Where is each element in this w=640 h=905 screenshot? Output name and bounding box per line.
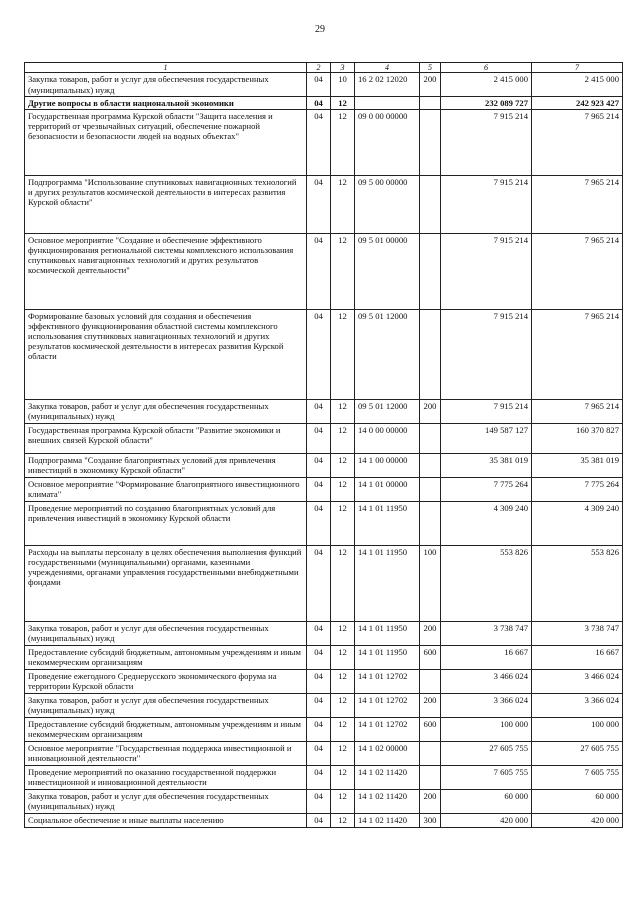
section-code-cell: 04 xyxy=(307,233,331,309)
amount-col6-cell: 27 605 755 xyxy=(441,741,532,765)
section-code-cell: 04 xyxy=(307,453,331,477)
amount-col6-cell: 149 587 127 xyxy=(441,423,532,453)
target-article-cell: 09 5 01 12000 xyxy=(355,309,420,399)
header-cell: 3 xyxy=(331,63,355,73)
amount-col7-cell: 420 000 xyxy=(532,813,623,827)
subsection-code-cell: 12 xyxy=(331,175,355,233)
subsection-code-cell: 12 xyxy=(331,109,355,175)
table-row xyxy=(25,693,623,717)
table-row xyxy=(25,453,623,477)
amount-col7-cell: 7 965 214 xyxy=(532,175,623,233)
subsection-code-cell: 12 xyxy=(331,621,355,645)
expense-type-cell xyxy=(420,233,441,309)
amount-col6-cell: 7 915 214 xyxy=(441,233,532,309)
amount-col6-cell: 3 466 024 xyxy=(441,669,532,693)
section-code-cell: 04 xyxy=(307,545,331,621)
subsection-code-cell: 12 xyxy=(331,741,355,765)
row-name-cell: Основное мероприятие "Создание и обеспечение эффективного функционирования региональной системы комплексного использования спутниковых навигационных технологий и других результатов космической деятельности" xyxy=(25,233,307,309)
amount-col7-cell: 4 309 240 xyxy=(532,501,623,545)
amount-col6-cell: 2 415 000 xyxy=(441,73,532,96)
table-row xyxy=(25,813,623,827)
row-name-cell: Государственная программа Курской области "Развитие экономики и внешних связей Курской области" xyxy=(25,423,307,453)
amount-col7-cell: 35 381 019 xyxy=(532,453,623,477)
subsection-code-cell: 12 xyxy=(331,813,355,827)
row-name-cell: Другие вопросы в области национальной экономики xyxy=(25,96,307,109)
target-article-cell: 09 5 01 12000 xyxy=(355,399,420,423)
target-article-cell: 14 1 01 12702 xyxy=(355,717,420,741)
row-name-cell: Закупка товаров, работ и услуг для обеспечения государственных (муниципальных) нужд xyxy=(25,73,307,96)
page-number: 29 xyxy=(315,24,325,35)
subsection-code-cell: 12 xyxy=(331,233,355,309)
table-row xyxy=(25,477,623,501)
row-name-cell: Проведение мероприятий по оказанию государственной поддержки инвестиционной и инновационной деятельности xyxy=(25,765,307,789)
amount-col6-cell: 232 089 727 xyxy=(441,96,532,109)
row-name-cell: Закупка товаров, работ и услуг для обеспечения государственных (муниципальных) нужд xyxy=(25,693,307,717)
subsection-code-cell: 12 xyxy=(331,453,355,477)
amount-col6-cell: 35 381 019 xyxy=(441,453,532,477)
section-code-cell: 04 xyxy=(307,813,331,827)
target-article-cell: 09 5 00 00000 xyxy=(355,175,420,233)
amount-col6-cell: 7 915 214 xyxy=(441,109,532,175)
subsection-code-cell: 12 xyxy=(331,693,355,717)
expense-type-cell xyxy=(420,477,441,501)
target-article-cell xyxy=(355,96,420,109)
amount-col6-cell: 7 915 214 xyxy=(441,309,532,399)
amount-col6-cell: 100 000 xyxy=(441,717,532,741)
amount-col6-cell: 60 000 xyxy=(441,789,532,813)
amount-col6-cell: 7 775 264 xyxy=(441,477,532,501)
budget-table xyxy=(24,62,623,828)
amount-col7-cell: 16 667 xyxy=(532,645,623,669)
target-article-cell: 14 0 00 00000 xyxy=(355,423,420,453)
expense-type-cell: 300 xyxy=(420,813,441,827)
expense-type-cell: 200 xyxy=(420,693,441,717)
target-article-cell: 09 0 00 00000 xyxy=(355,109,420,175)
amount-col6-cell: 553 826 xyxy=(441,545,532,621)
target-article-cell: 14 1 01 11950 xyxy=(355,645,420,669)
table-row xyxy=(25,96,623,109)
target-article-cell: 14 1 02 11420 xyxy=(355,765,420,789)
row-name-cell: Проведение ежегодного Среднерусского экономического форума на территории Курской области xyxy=(25,669,307,693)
expense-type-cell xyxy=(420,423,441,453)
subsection-code-cell: 12 xyxy=(331,477,355,501)
target-article-cell: 14 1 01 11950 xyxy=(355,545,420,621)
expense-type-cell xyxy=(420,669,441,693)
target-article-cell: 14 1 00 00000 xyxy=(355,453,420,477)
subsection-code-cell: 12 xyxy=(331,545,355,621)
section-code-cell: 04 xyxy=(307,669,331,693)
row-name-cell: Предоставление субсидий бюджетным, автономным учреждениям и иным некоммерческим организациям xyxy=(25,717,307,741)
subsection-code-cell: 12 xyxy=(331,789,355,813)
expense-type-cell xyxy=(420,501,441,545)
subsection-code-cell: 12 xyxy=(331,399,355,423)
table-row xyxy=(25,669,623,693)
amount-col6-cell: 420 000 xyxy=(441,813,532,827)
expense-type-cell: 200 xyxy=(420,789,441,813)
row-name-cell: Закупка товаров, работ и услуг для обеспечения государственных (муниципальных) нужд xyxy=(25,789,307,813)
amount-col6-cell: 7 605 755 xyxy=(441,765,532,789)
table-row xyxy=(25,399,623,423)
amount-col7-cell: 27 605 755 xyxy=(532,741,623,765)
target-article-cell: 14 1 02 11420 xyxy=(355,789,420,813)
row-name-cell: Проведение мероприятий по созданию благоприятных условий для привлечения инвестиций в экономику Курской области xyxy=(25,501,307,545)
header-cell: 2 xyxy=(307,63,331,73)
section-code-cell: 04 xyxy=(307,423,331,453)
expense-type-cell xyxy=(420,96,441,109)
table-body xyxy=(25,73,623,827)
expense-type-cell: 200 xyxy=(420,399,441,423)
amount-col7-cell: 242 923 427 xyxy=(532,96,623,109)
row-name-cell: Расходы на выплаты персоналу в целях обеспечения выполнения функций государственными (муниципальными) органами, казенными учреждениями, органами управления государственными внебюджетными фондами xyxy=(25,545,307,621)
target-article-cell: 09 5 01 00000 xyxy=(355,233,420,309)
target-article-cell: 14 1 01 12702 xyxy=(355,693,420,717)
expense-type-cell: 100 xyxy=(420,545,441,621)
row-name-cell: Подпрограмма "Создание благоприятных условий для привлечения инвестиций в экономику Курской области" xyxy=(25,453,307,477)
amount-col7-cell: 3 466 024 xyxy=(532,669,623,693)
target-article-cell: 14 1 02 00000 xyxy=(355,741,420,765)
expense-type-cell: 200 xyxy=(420,73,441,96)
subsection-code-cell: 12 xyxy=(331,645,355,669)
amount-col7-cell: 7 965 214 xyxy=(532,399,623,423)
amount-col7-cell: 7 965 214 xyxy=(532,109,623,175)
section-code-cell: 04 xyxy=(307,741,331,765)
section-code-cell: 04 xyxy=(307,621,331,645)
amount-col6-cell: 7 915 214 xyxy=(441,175,532,233)
row-name-cell: Закупка товаров, работ и услуг для обеспечения государственных (муниципальных) нужд xyxy=(25,399,307,423)
row-name-cell: Основное мероприятие "Формирование благоприятного инвестиционного климата" xyxy=(25,477,307,501)
header-cell: 1 xyxy=(25,63,307,73)
subsection-code-cell: 12 xyxy=(331,501,355,545)
header-cell: 7 xyxy=(532,63,623,73)
subsection-code-cell: 12 xyxy=(331,423,355,453)
section-code-cell: 04 xyxy=(307,765,331,789)
header-row xyxy=(25,63,623,73)
section-code-cell: 04 xyxy=(307,73,331,96)
target-article-cell: 16 2 02 12020 xyxy=(355,73,420,96)
amount-col7-cell: 3 738 747 xyxy=(532,621,623,645)
subsection-code-cell: 12 xyxy=(331,669,355,693)
section-code-cell: 04 xyxy=(307,309,331,399)
section-code-cell: 04 xyxy=(307,693,331,717)
row-name-cell: Социальное обеспечение и иные выплаты населению xyxy=(25,813,307,827)
subsection-code-cell: 12 xyxy=(331,309,355,399)
table-row xyxy=(25,501,623,545)
amount-col7-cell: 100 000 xyxy=(532,717,623,741)
expense-type-cell xyxy=(420,453,441,477)
expense-type-cell: 600 xyxy=(420,717,441,741)
amount-col6-cell: 3 366 024 xyxy=(441,693,532,717)
section-code-cell: 04 xyxy=(307,109,331,175)
header-cell: 4 xyxy=(355,63,420,73)
target-article-cell: 14 1 01 12702 xyxy=(355,669,420,693)
header-cell: 6 xyxy=(441,63,532,73)
amount-col7-cell: 60 000 xyxy=(532,789,623,813)
subsection-code-cell: 12 xyxy=(331,96,355,109)
table-row xyxy=(25,309,623,399)
row-name-cell: Закупка товаров, работ и услуг для обеспечения государственных (муниципальных) нужд xyxy=(25,621,307,645)
table-row xyxy=(25,765,623,789)
section-code-cell: 04 xyxy=(307,501,331,545)
table-row xyxy=(25,717,623,741)
section-code-cell: 04 xyxy=(307,789,331,813)
section-code-cell: 04 xyxy=(307,477,331,501)
section-code-cell: 04 xyxy=(307,717,331,741)
expense-type-cell xyxy=(420,309,441,399)
subsection-code-cell: 12 xyxy=(331,765,355,789)
amount-col7-cell: 7 605 755 xyxy=(532,765,623,789)
expense-type-cell: 600 xyxy=(420,645,441,669)
table-row xyxy=(25,423,623,453)
table-row xyxy=(25,645,623,669)
amount-col7-cell: 7 965 214 xyxy=(532,309,623,399)
amount-col6-cell: 16 667 xyxy=(441,645,532,669)
section-code-cell: 04 xyxy=(307,96,331,109)
amount-col7-cell: 7 775 264 xyxy=(532,477,623,501)
row-name-cell: Формирование базовых условий для создания и обеспечения эффективного функционирования областной системы комплексного использования спутниковых навигационных технологий и других результатов космической деятельности в интересах развития Курской области xyxy=(25,309,307,399)
subsection-code-cell: 12 xyxy=(331,717,355,741)
table-row xyxy=(25,233,623,309)
table-row xyxy=(25,789,623,813)
expense-type-cell xyxy=(420,175,441,233)
table-row xyxy=(25,621,623,645)
table-row xyxy=(25,109,623,175)
section-code-cell: 04 xyxy=(307,645,331,669)
row-name-cell: Основное мероприятие "Государственная поддержка инвестиционной и инновационной деятельности" xyxy=(25,741,307,765)
expense-type-cell xyxy=(420,109,441,175)
amount-col7-cell: 160 370 827 xyxy=(532,423,623,453)
table-row xyxy=(25,73,623,96)
expense-type-cell xyxy=(420,741,441,765)
table-row xyxy=(25,545,623,621)
target-article-cell: 14 1 01 11950 xyxy=(355,621,420,645)
amount-col6-cell: 4 309 240 xyxy=(441,501,532,545)
amount-col7-cell: 553 826 xyxy=(532,545,623,621)
subsection-code-cell: 10 xyxy=(331,73,355,96)
amount-col7-cell: 7 965 214 xyxy=(532,233,623,309)
amount-col7-cell: 2 415 000 xyxy=(532,73,623,96)
section-code-cell: 04 xyxy=(307,399,331,423)
amount-col6-cell: 7 915 214 xyxy=(441,399,532,423)
table-row xyxy=(25,175,623,233)
target-article-cell: 14 1 01 11950 xyxy=(355,501,420,545)
expense-type-cell xyxy=(420,765,441,789)
row-name-cell: Подпрограмма "Использование спутниковых навигационных технологий и других результатов космической деятельности в интересах развития Курской области" xyxy=(25,175,307,233)
amount-col7-cell: 3 366 024 xyxy=(532,693,623,717)
expense-type-cell: 200 xyxy=(420,621,441,645)
amount-col6-cell: 3 738 747 xyxy=(441,621,532,645)
section-code-cell: 04 xyxy=(307,175,331,233)
target-article-cell: 14 1 02 11420 xyxy=(355,813,420,827)
table-row xyxy=(25,741,623,765)
header-cell: 5 xyxy=(420,63,441,73)
row-name-cell: Государственная программа Курской области "Защита населения и территорий от чрезвычайных ситуаций, обеспечение пожарной безопасности и безопасности людей на водных объектах" xyxy=(25,109,307,175)
row-name-cell: Предоставление субсидий бюджетным, автономным учреждениям и иным некоммерческим организациям xyxy=(25,645,307,669)
target-article-cell: 14 1 01 00000 xyxy=(355,477,420,501)
